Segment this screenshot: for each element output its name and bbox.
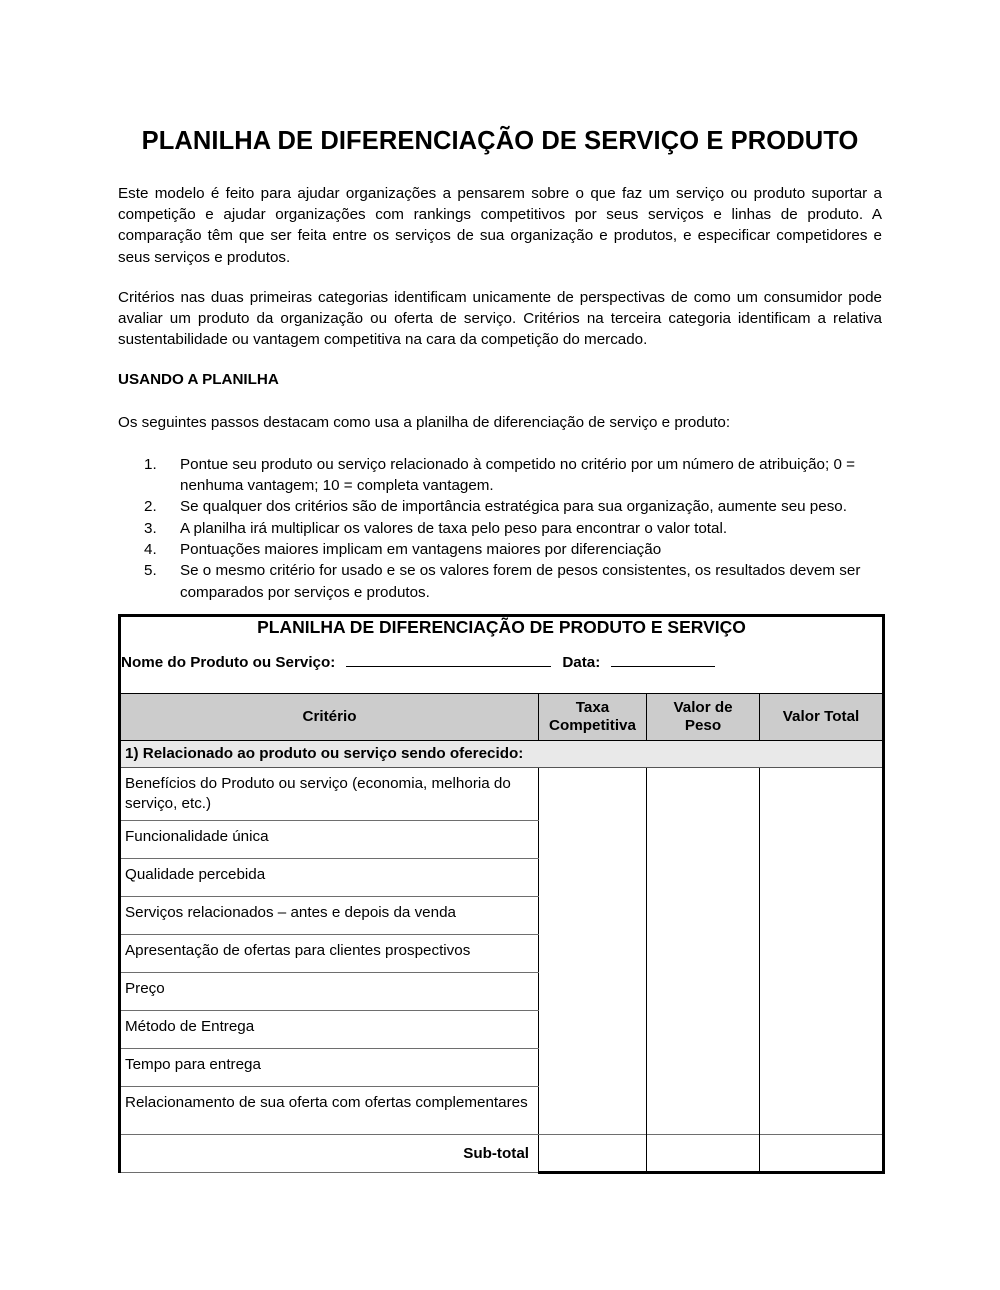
list-item: Se qualquer dos critérios são de importância estratégica para sua organização, aumente seu peso. <box>180 498 847 516</box>
table-row <box>120 768 884 821</box>
criterion-label: Relacionamento de sua oferta com ofertas complementares <box>120 1087 539 1135</box>
steps-intro-line: Os seguintes passos destacam como usa a planilha de diferenciação de serviço e produto: <box>118 413 731 431</box>
worksheet-meta-row <box>120 654 884 694</box>
page-title: PLANILHA DE DIFERENCIAÇÃO DE SERVIÇO E PRODUTO <box>141 127 859 156</box>
criterion-label: Funcionalidade única <box>120 821 539 859</box>
criterion-label: Método de Entrega <box>120 1011 539 1049</box>
worksheet-meta-cell <box>120 654 884 694</box>
section-band-label: 1) Relacionado ao produto ou serviço sendo oferecido: <box>120 741 884 768</box>
criterion-label: Serviços relacionados – antes e depois da venda <box>120 897 539 935</box>
list-item: A planilha irá multiplicar os valores de taxa pelo peso para encontrar o valor total. <box>180 519 728 537</box>
worksheet-table <box>118 614 885 1174</box>
column-header-valor-de-peso <box>647 694 760 741</box>
date-input[interactable] <box>611 666 715 667</box>
steps-list <box>118 454 882 603</box>
worksheet-table-container <box>118 614 882 1174</box>
list-item: Pontue seu produto ou serviço relacionado à competido no critério por um número de atribuição; 0 = nenhuma vantagem; 10 = completa vantagem. <box>180 455 855 495</box>
intro-paragraph-1: Este modelo é feito para ajudar organizações a pensarem sobre o que faz um serviço ou produto suportar a competição e ajudar organizações com rankings competitivos por seus serviços e linhas de produto. A comparação têm que ser feita entre os serviços de sua organização e produtos, e especificar competidores e seus serviços e produtos. <box>118 185 882 266</box>
column-header-taxa-line2: Competitiva <box>549 717 636 734</box>
taxa-input-area[interactable] <box>539 768 647 1135</box>
column-header-peso-line1: Valor de <box>673 698 733 716</box>
peso-input-area[interactable] <box>647 768 760 1135</box>
criterion-label: Benefícios do Produto ou serviço (economia, melhoria do serviço, etc.) <box>120 768 539 821</box>
column-header-valor-total: Valor Total <box>760 694 884 741</box>
total-input-area[interactable] <box>760 768 884 1135</box>
criterion-label: Qualidade percebida <box>120 859 539 897</box>
subtotal-label: Sub-total <box>120 1135 539 1173</box>
list-item: Se o mesmo critério for usado e se os valores forem de pesos consistentes, os resultados devem ser comparados por serviços e produtos. <box>180 562 861 601</box>
column-header-criterio: Critério <box>120 694 539 741</box>
document-body <box>118 183 882 603</box>
subtotal-peso-cell[interactable] <box>647 1135 760 1173</box>
column-header-taxa-line1: Taxa <box>575 698 610 716</box>
name-label: Nome do Produto ou Serviço: <box>121 653 336 671</box>
criterion-label: Tempo para entrega <box>120 1049 539 1087</box>
subtotal-row <box>120 1135 884 1173</box>
intro-paragraph-2: Critérios nas duas primeiras categorias identificam unicamente de perspectivas de como um consumidor pode avaliar um produto da organização ou oferta de serviço. Critérios na terceira categoria identificam a relativa sustentabilidade ou vantagem competitiva na cara da competição do mercado. <box>118 288 882 349</box>
date-label: Data: <box>562 653 601 671</box>
worksheet-title-row <box>120 616 884 654</box>
subtotal-total-cell[interactable] <box>760 1135 884 1173</box>
section-band-row <box>120 741 884 768</box>
worksheet-title: PLANILHA DE DIFERENCIAÇÃO DE PRODUTO E SERVIÇO <box>120 616 884 654</box>
criterion-label: Apresentação de ofertas para clientes prospectivos <box>120 935 539 973</box>
product-name-input[interactable] <box>346 666 551 667</box>
subtotal-taxa-cell[interactable] <box>539 1135 647 1173</box>
column-header-peso-line2: Peso <box>684 717 722 734</box>
section-heading-usando-a-planilha: USANDO A PLANILHA <box>118 371 279 389</box>
column-header-taxa-competitiva <box>539 694 647 741</box>
list-item: Pontuações maiores implicam em vantagens maiores por diferenciação <box>180 541 662 559</box>
criterion-label: Preço <box>120 973 539 1011</box>
spacer <box>118 391 882 412</box>
table-header-row <box>120 694 884 741</box>
